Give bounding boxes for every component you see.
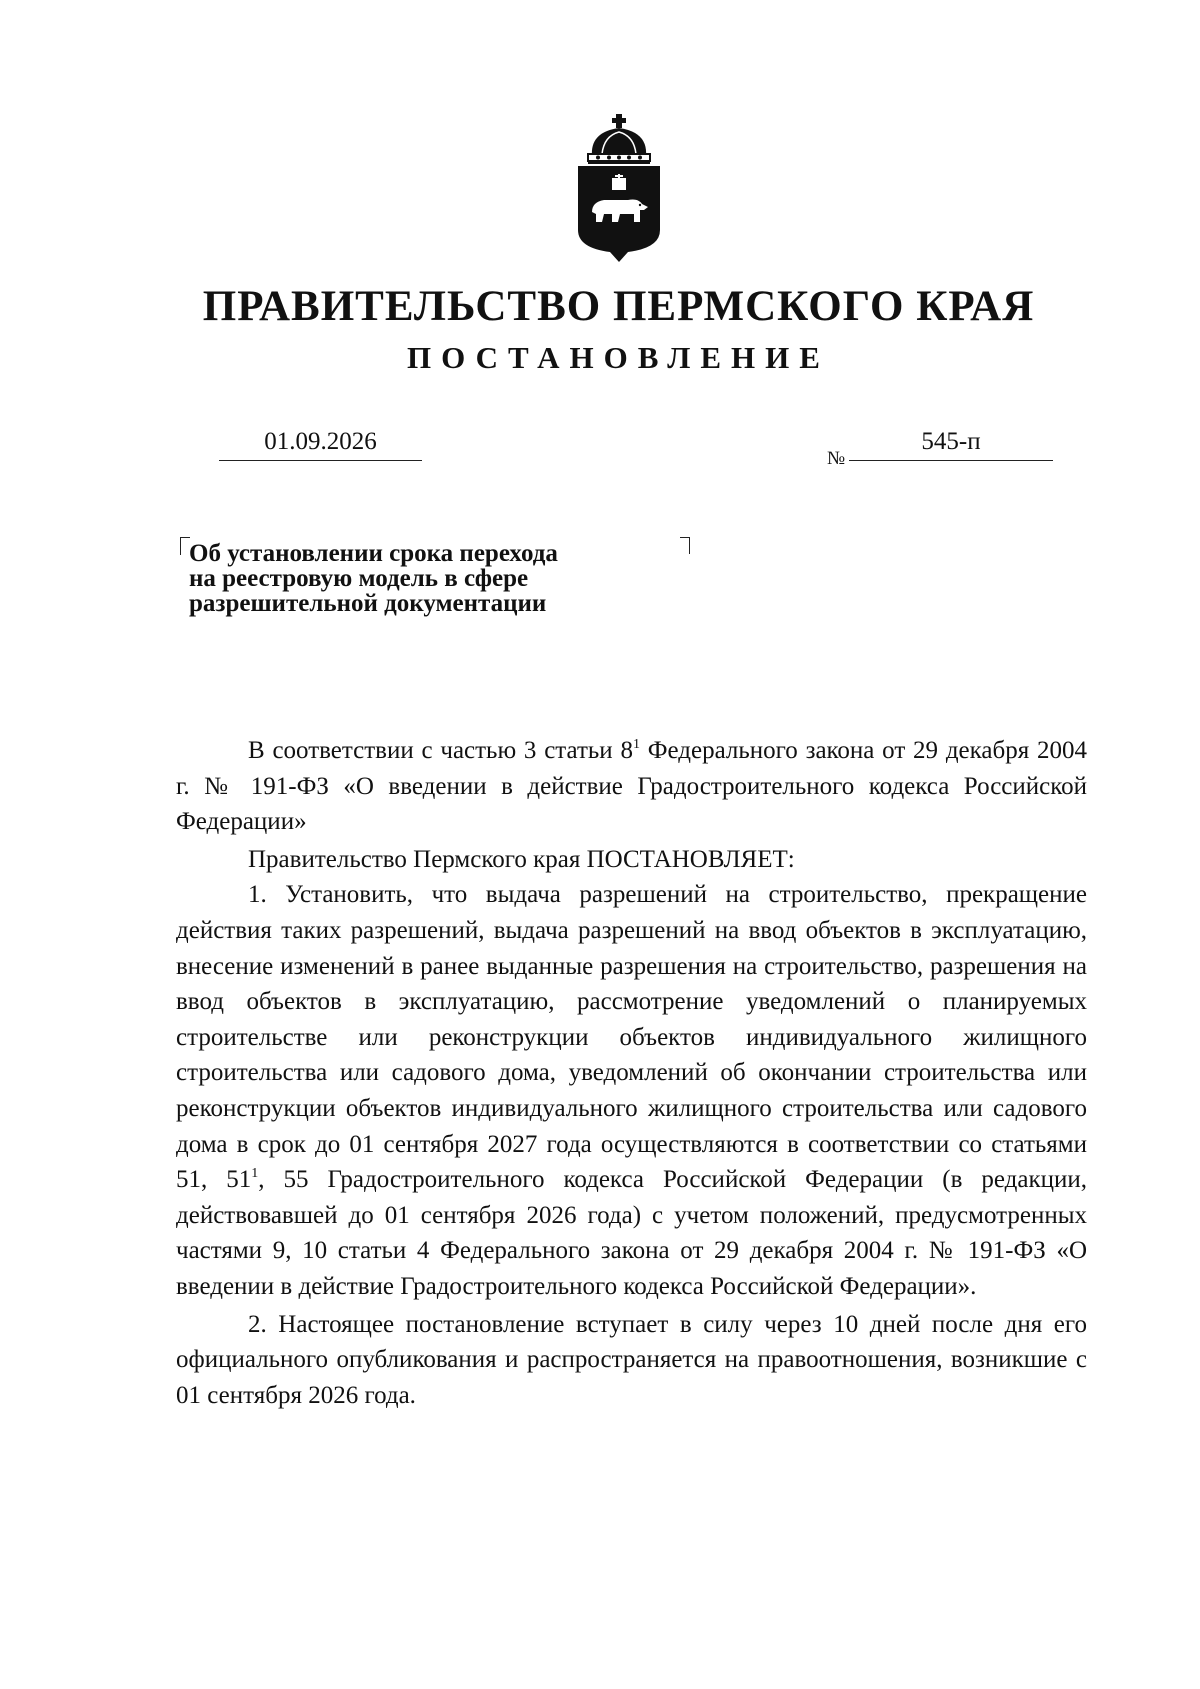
document-body	[176, 733, 1087, 1413]
organization-title: ПРАВИТЕЛЬСТВО ПЕРМСКОГО КРАЯ	[202, 283, 1035, 330]
superscript: 1	[632, 737, 640, 752]
document-number-label: №	[827, 448, 846, 469]
text-run: В соответствии с частью 3 статьи 8	[248, 737, 633, 764]
preamble-paragraph	[176, 733, 1087, 840]
superscript: 1	[251, 1166, 259, 1182]
text-run: Федерального закона от 29 декабря 2004 г. № 191-ФЗ «О введении в действие Градостроительного кодекса Российской Федерации»	[176, 737, 1088, 836]
text-run: 1. Установить, что выдача разрешений на строительство, прекращение действия таких разрешений, выдача разрешений на ввод объектов в эксплуатацию, внесение изменений в ранее выданные разрешения на строительство, разрешения на ввод объектов в эксплуатацию, рассмотрение уведомлений о планируемых строительстве или реконструкции объектов индивидуального жилищного строительства или садового дома, уведомлений об окончании строительства или реконструкции объектов индивидуального жилищного строительства или садового дома в срок до 01 сентября 2027 года осуществляются в соответствии со статьями 51, 51	[176, 881, 1087, 1194]
subject-line: разрешительной документации	[189, 590, 547, 617]
resolution-paragraph: Правительство Пермского края ПОСТАНОВЛЯЕТ:	[248, 845, 795, 873]
document-type-title: ПОСТАНОВЛЕНИЕ	[407, 340, 830, 375]
clause-1-paragraph	[176, 877, 1087, 1304]
clause-2-paragraph: 2. Настоящее постановление вступает в силу через 10 дней после дня его официального опубликования и распространяется на правоотношения, возникшие с 01 сентября 2026 года.	[176, 1310, 1087, 1409]
text-run: , 55 Градостроительного кодекса Российской Федерации (в редакции, действовавшей до 01 сентября 2026 года) с учетом положений, предусмотренных частями 9, 10 статьи 4 Федерального закона от 29 декабря 2004 г. № 191-ФЗ «О введении в действие Градостроительного кодекса Российской Федерации».	[176, 1166, 1087, 1300]
document-number: 545-п	[849, 428, 1053, 461]
subject-line: на реестровую модель в сфере	[189, 565, 529, 592]
subject-line: Об установлении срока перехода	[189, 540, 558, 567]
document-subject	[189, 541, 659, 616]
perm-krai-coat-of-arms-icon	[572, 114, 666, 264]
document-date: 01.09.2026	[219, 428, 422, 461]
subject-bracket-right	[680, 537, 690, 554]
